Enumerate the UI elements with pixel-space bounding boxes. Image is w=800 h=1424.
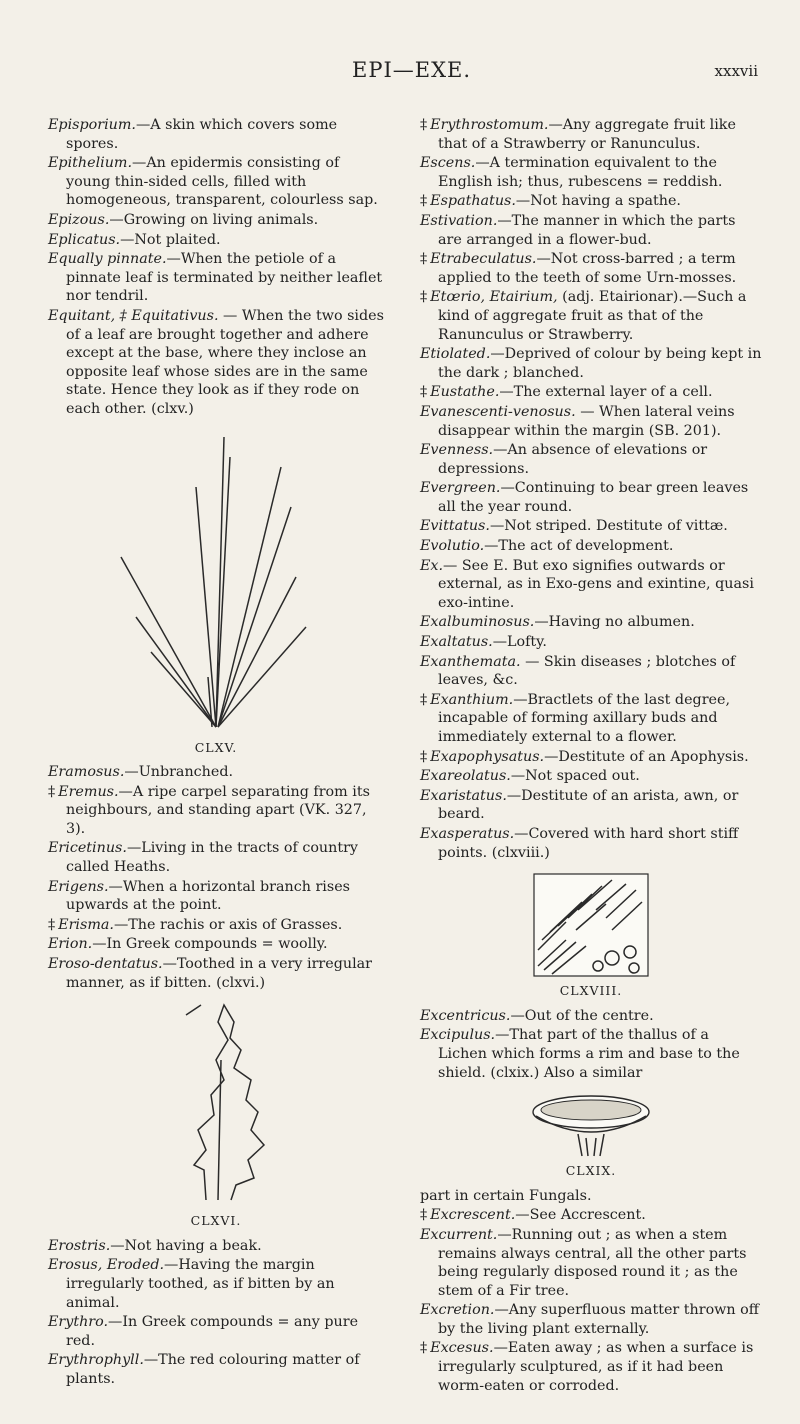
glossary-term: Evenness.: [420, 442, 494, 459]
glossary-term: Exaristatus.: [420, 787, 507, 804]
glossary-definition: —Destitute of an arista, awn, or beard.: [438, 787, 739, 823]
glossary-term: Exareolatus.: [420, 768, 511, 785]
glossary-term: Exapophysatus.: [430, 748, 545, 765]
glossary-entry: [420, 479, 762, 516]
glossary-definition: —Lofty.: [492, 634, 547, 651]
glossary-term: Eplicatus.: [48, 231, 121, 248]
glossary-entry: [420, 633, 762, 652]
glossary-definition: —The external layer of a cell.: [499, 384, 713, 401]
glossary-definition: —Any aggregate fruit like that of a Strawberry or Ranunculus.: [438, 117, 736, 152]
glossary-term: Erion.: [48, 936, 93, 953]
glossary-term: Exanthium.: [430, 691, 514, 708]
dagger-mark: ‡: [420, 691, 428, 708]
exasperate-surface-illustration: [516, 870, 666, 980]
figure-caption: CLXIX.: [565, 1163, 617, 1179]
glossary-entry: [48, 116, 384, 153]
glossary-entry: [48, 955, 384, 992]
glossary-definition: —An epidermis consisting of young thin-sided cells, filled with homogeneous, transparent, colourless sap.: [66, 155, 378, 209]
glossary-entry: [420, 403, 762, 440]
glossary-definition: — See E. But exo signifies outwards or external, as in Exo-gens and exintine, quasi exo-intine.: [438, 557, 754, 611]
dagger-mark: ‡: [48, 916, 56, 933]
glossary-entry: [420, 383, 762, 402]
glossary-entry: [420, 288, 762, 344]
glossary-entry: [420, 250, 762, 287]
glossary-term: Excurrent.: [420, 1226, 498, 1243]
glossary-entry: [48, 250, 384, 306]
glossary-definition: —Living in the tracts of country called Heaths.: [66, 840, 359, 876]
glossary-definition: —Bractlets of the last degree, incapable of forming axillary buds and immediately external to a flower.: [438, 691, 730, 745]
glossary-definition: —Not cross-barred ; a term applied to the teeth of some Urn-mosses.: [438, 251, 737, 286]
glossary-term: Etœrio, Etairium,: [430, 289, 558, 306]
glossary-term: Evittatus.: [420, 518, 490, 535]
dagger-mark: ‡: [420, 193, 428, 210]
glossary-term: Erisma.: [58, 916, 114, 933]
glossary-entry: [420, 653, 762, 690]
running-head: EPI—EXE.: [352, 58, 472, 82]
glossary-term: Evolutio.: [420, 538, 485, 555]
glossary-entry: [48, 1237, 384, 1256]
glossary-term: Evanescenti-venosus.: [420, 403, 576, 420]
dagger-mark: ‡: [420, 289, 428, 306]
glossary-term: Excipulus.: [420, 1027, 496, 1044]
glossary-definition: —Having no albumen.: [534, 614, 695, 631]
glossary-entry: [48, 1351, 384, 1388]
glossary-term: Excesus.: [430, 1340, 494, 1357]
glossary-entry: [420, 613, 762, 632]
glossary-term: Erythrostomum.: [430, 117, 549, 133]
glossary-entry: [420, 557, 762, 613]
glossary-definition: —When a horizontal branch rises upwards at the point.: [66, 878, 351, 914]
glossary-term: Erigens.: [48, 878, 109, 895]
figure-clxix: [420, 1090, 762, 1181]
glossary-entry: [420, 1226, 762, 1300]
glossary-term: Ericetinus.: [48, 840, 127, 857]
glossary-term: Escens.: [420, 155, 476, 172]
glossary-definition: —Not striped. Destitute of vittæ.: [489, 518, 728, 535]
left-column: [48, 116, 384, 1390]
glossary-term: Ex.: [420, 557, 444, 574]
glossary-term: Exalbuminosus.: [420, 614, 535, 631]
glossary-definition: —The act of development.: [484, 538, 674, 555]
glossary-entry: [48, 231, 384, 250]
glossary-term: Eroso-dentatus.: [48, 956, 163, 973]
dagger-mark: ‡: [420, 1340, 428, 1357]
dagger-mark: ‡: [420, 384, 428, 401]
glossary-definition: —A ripe carpel separating from its neighbours, and standing apart (VK. 327, 3).: [66, 783, 370, 837]
glossary-definition: — Skin diseases ; blotches of leaves, &c.: [438, 653, 736, 689]
glossary-entry: [420, 1206, 762, 1225]
dagger-mark: ‡: [420, 1207, 428, 1224]
glossary-term: Etiolated.: [420, 346, 491, 363]
glossary-definition: —When the petiole of a pinnate leaf is terminated by neither leaflet nor tendril.: [66, 251, 383, 305]
page-header: [0, 58, 800, 88]
right-column: [420, 116, 762, 1396]
glossary-definition: —Any superfluous matter thrown off by the living plant externally.: [438, 1302, 759, 1337]
glossary-definition: —Not having a spathe.: [515, 193, 681, 210]
glossary-entry: [420, 517, 762, 536]
page-number: xxxvii: [714, 62, 758, 80]
dagger-mark: ‡: [420, 117, 428, 133]
glossary-entry: [420, 1339, 762, 1395]
figure-caption: CLXVIII.: [559, 983, 623, 999]
glossary-entry: [48, 839, 384, 876]
eroso-dentate-leaf-illustration: [156, 1000, 276, 1210]
glossary-term: Espathatus.: [430, 193, 516, 210]
glossary-term: Epithelium.: [48, 155, 133, 172]
glossary-term: Epizous.: [48, 211, 110, 228]
glossary-definition: part in certain Fungals.: [420, 1187, 592, 1204]
glossary-entry: [48, 878, 384, 915]
glossary-term: Eramosus.: [48, 764, 125, 781]
glossary-entry: [420, 345, 762, 382]
glossary-term: Excretion.: [420, 1302, 495, 1319]
glossary-term: Erosus, Eroded.: [48, 1257, 165, 1274]
glossary-definition: —Out of the centre.: [510, 1007, 654, 1024]
figure-caption: CLXVI.: [190, 1213, 242, 1229]
glossary-entry: [48, 307, 384, 419]
glossary-entry: [48, 783, 384, 839]
glossary-entry: [48, 154, 384, 210]
dagger-mark: ‡: [48, 783, 56, 800]
glossary-term: Episporium.: [48, 117, 136, 133]
glossary-term: Eremus.: [58, 783, 119, 800]
excipulus-illustration: [516, 1090, 666, 1160]
glossary-term: Eustathe.: [430, 384, 500, 401]
glossary-definition: —Covered with hard short stiff points. (clxviii.): [438, 825, 739, 861]
glossary-entry: [420, 537, 762, 556]
glossary-entry: [48, 935, 384, 954]
glossary-definition: —Unbranched.: [124, 764, 234, 781]
glossary-definition: — When the two sides of a leaf are brought together and adhere except at the base, where they inclose an opposite leaf whose sides are in the same state. Hence they look as if they rode on each other. (clxv.): [66, 307, 384, 417]
glossary-term: Exasperatus.: [420, 825, 515, 842]
dagger-mark: ‡: [420, 748, 428, 765]
glossary-term: Erostris.: [48, 1237, 111, 1254]
glossary-term: Evergreen.: [420, 480, 501, 497]
glossary-term: Etrabeculatus.: [430, 251, 537, 268]
glossary-definition: —Destitute of an Apophysis.: [544, 748, 749, 765]
glossary-entry: [48, 916, 384, 935]
glossary-term: Exanthemata.: [420, 653, 521, 670]
glossary-term: Erythrophyll.: [48, 1352, 144, 1369]
glossary-definition: —Running out ; as when a stem remains always central, all the other parts being regularly disposed round it ; as the stem of a Fir tree.: [438, 1226, 747, 1299]
glossary-entry: [420, 1301, 762, 1338]
glossary-entry: [420, 441, 762, 478]
glossary-term: Erythro.: [48, 1314, 109, 1331]
dagger-mark: ‡: [420, 251, 428, 268]
glossary-definition: —Eaten away ; as when a surface is irregularly sculptured, as if it had been worm-eaten or corroded.: [438, 1340, 754, 1394]
glossary-entry: [420, 787, 762, 824]
glossary-definition: —The manner in which the parts are arranged in a flower-bud.: [438, 212, 736, 248]
glossary-entry: [420, 192, 762, 211]
glossary-entry: [420, 1026, 762, 1082]
glossary-definition: —An absence of elevations or depressions.: [438, 442, 708, 477]
glossary-entry: [420, 1007, 762, 1026]
glossary-entry: [48, 763, 384, 782]
glossary-entry: [48, 1256, 384, 1312]
figure-caption: CLXV.: [194, 739, 238, 755]
glossary-definition: —Not plaited.: [120, 231, 221, 248]
glossary-definition: —The red colouring matter of plants.: [66, 1352, 360, 1387]
glossary-entry: [420, 154, 762, 191]
glossary-entry: [420, 748, 762, 767]
glossary-term: Equitant, ‡ Equitativus.: [48, 307, 219, 324]
glossary-term: Excentricus.: [420, 1007, 511, 1024]
glossary-entry: [420, 825, 762, 862]
glossary-definition: —Not spaced out.: [510, 768, 640, 785]
glossary-entry: [420, 1187, 762, 1206]
glossary-term: Exaltatus.: [420, 634, 493, 651]
glossary-definition: —Toothed in a very irregular manner, as if bitten. (clxvi.): [66, 956, 373, 991]
glossary-entry: [420, 212, 762, 249]
glossary-term: Equally pinnate.: [48, 251, 167, 268]
glossary-definition: —Continuing to bear green leaves all the year round.: [438, 480, 749, 515]
glossary-entry: [420, 767, 762, 786]
glossary-definition: —Not having a beak.: [110, 1237, 262, 1254]
glossary-definition: —See Accrescent.: [515, 1207, 646, 1224]
glossary-definition: —Deprived of colour by being kept in the dark ; blanched.: [438, 346, 762, 381]
glossary-definition: —That part of the thallus of a Lichen which forms a rim and base to the shield. (clxix.) Also a similar: [438, 1027, 740, 1081]
glossary-definition: —A skin which covers some spores.: [66, 117, 338, 152]
glossary-entry: [48, 1313, 384, 1350]
glossary-definition: —The rachis or axis of Grasses.: [113, 916, 343, 933]
glossary-entry: [420, 116, 762, 153]
glossary-term: Excrescent.: [430, 1207, 516, 1224]
glossary-term: Estivation.: [420, 212, 498, 229]
glossary-definition: —In Greek compounds = any pure red.: [66, 1314, 359, 1349]
figure-clxv: [48, 427, 384, 758]
glossary-definition: —Growing on living animals.: [109, 211, 319, 228]
glossary-definition: —In Greek compounds = woolly.: [92, 936, 328, 953]
glossary-definition: — When lateral veins disappear within the margin (SB. 201).: [438, 403, 735, 439]
glossary-entry: [420, 691, 762, 747]
glossary-definition: —A termination equivalent to the English ish; thus, rubescens = reddish.: [438, 155, 723, 190]
figure-clxviii: [420, 870, 762, 1001]
equitant-leaf-illustration: [106, 427, 326, 737]
figure-clxvi: [48, 1000, 384, 1231]
glossary-entry: [48, 211, 384, 230]
glossary-definition: (adj. Etairionar).—Such a kind of aggregate fruit as that of the Ranunculus or Strawberry.: [438, 289, 747, 343]
glossary-definition: —Having the margin irregularly toothed, as if bitten by an animal.: [66, 1257, 335, 1311]
